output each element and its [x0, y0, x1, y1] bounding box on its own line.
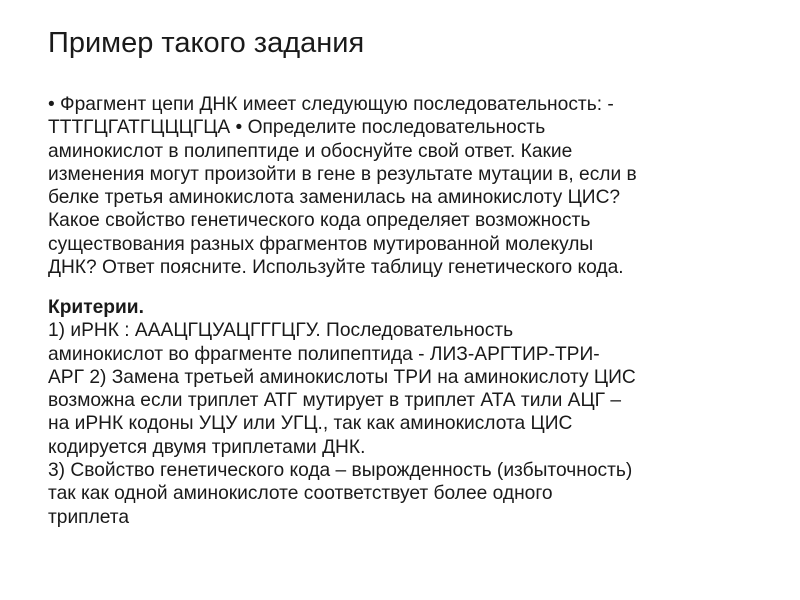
criteria-line: триплета: [48, 506, 130, 528]
task-line: ДНК? Ответ поясните. Используйте таблицу генетического кода.: [48, 257, 624, 279]
task-line: белке третья аминокислота заменилась на аминокислоту ЦИС?: [48, 187, 621, 209]
criteria-line: так как одной аминокислоте соответствует более одного: [48, 483, 553, 505]
criteria-line: на иРНК кодоны УЦУ или УГЦ., так как аминокислота ЦИС: [48, 413, 573, 435]
criteria-line: кодируется двумя триплетами ДНК.: [48, 436, 366, 458]
criteria-line: аминокислот во фрагменте полипептида - ЛИЗ-АРГТИР-ТРИ-: [48, 343, 600, 365]
criteria-line: возможна если триплет АТГ мутирует в триплет АТА тили АЦГ –: [48, 390, 622, 412]
task-line: • Фрагмент цепи ДНК имеет следующую последовательность: -: [48, 94, 614, 115]
criteria-line: 1) иРНК : АААЦГЦУАЦГГГЦГУ. Последовательность: [48, 320, 514, 342]
task-paragraph: [48, 93, 763, 279]
criteria-heading: Критерии.: [48, 297, 144, 318]
task-line: Какое свойство генетического кода определяет возможность: [48, 210, 591, 232]
task-line: аминокислот в полипептиде и обоснуйте свой ответ. Какие: [48, 140, 573, 162]
task-line: изменения могут произойти в гене в результате мутации в, если в: [48, 163, 637, 185]
criteria-line: 3) Свойство генетического кода – вырожденность (избыточность): [48, 460, 633, 482]
slide-title: Пример такого задания: [48, 27, 365, 59]
task-line: ТТТГЦГАТГЦЦЦГЦА • Определите последовательность: [48, 117, 546, 139]
criteria-line: АРГ 2) Замена третьей аминокислоты ТРИ на аминокислоту ЦИС: [48, 366, 636, 388]
task-line: существования разных фрагментов мутированной молекулы: [48, 233, 594, 255]
criteria-block: [48, 296, 763, 529]
